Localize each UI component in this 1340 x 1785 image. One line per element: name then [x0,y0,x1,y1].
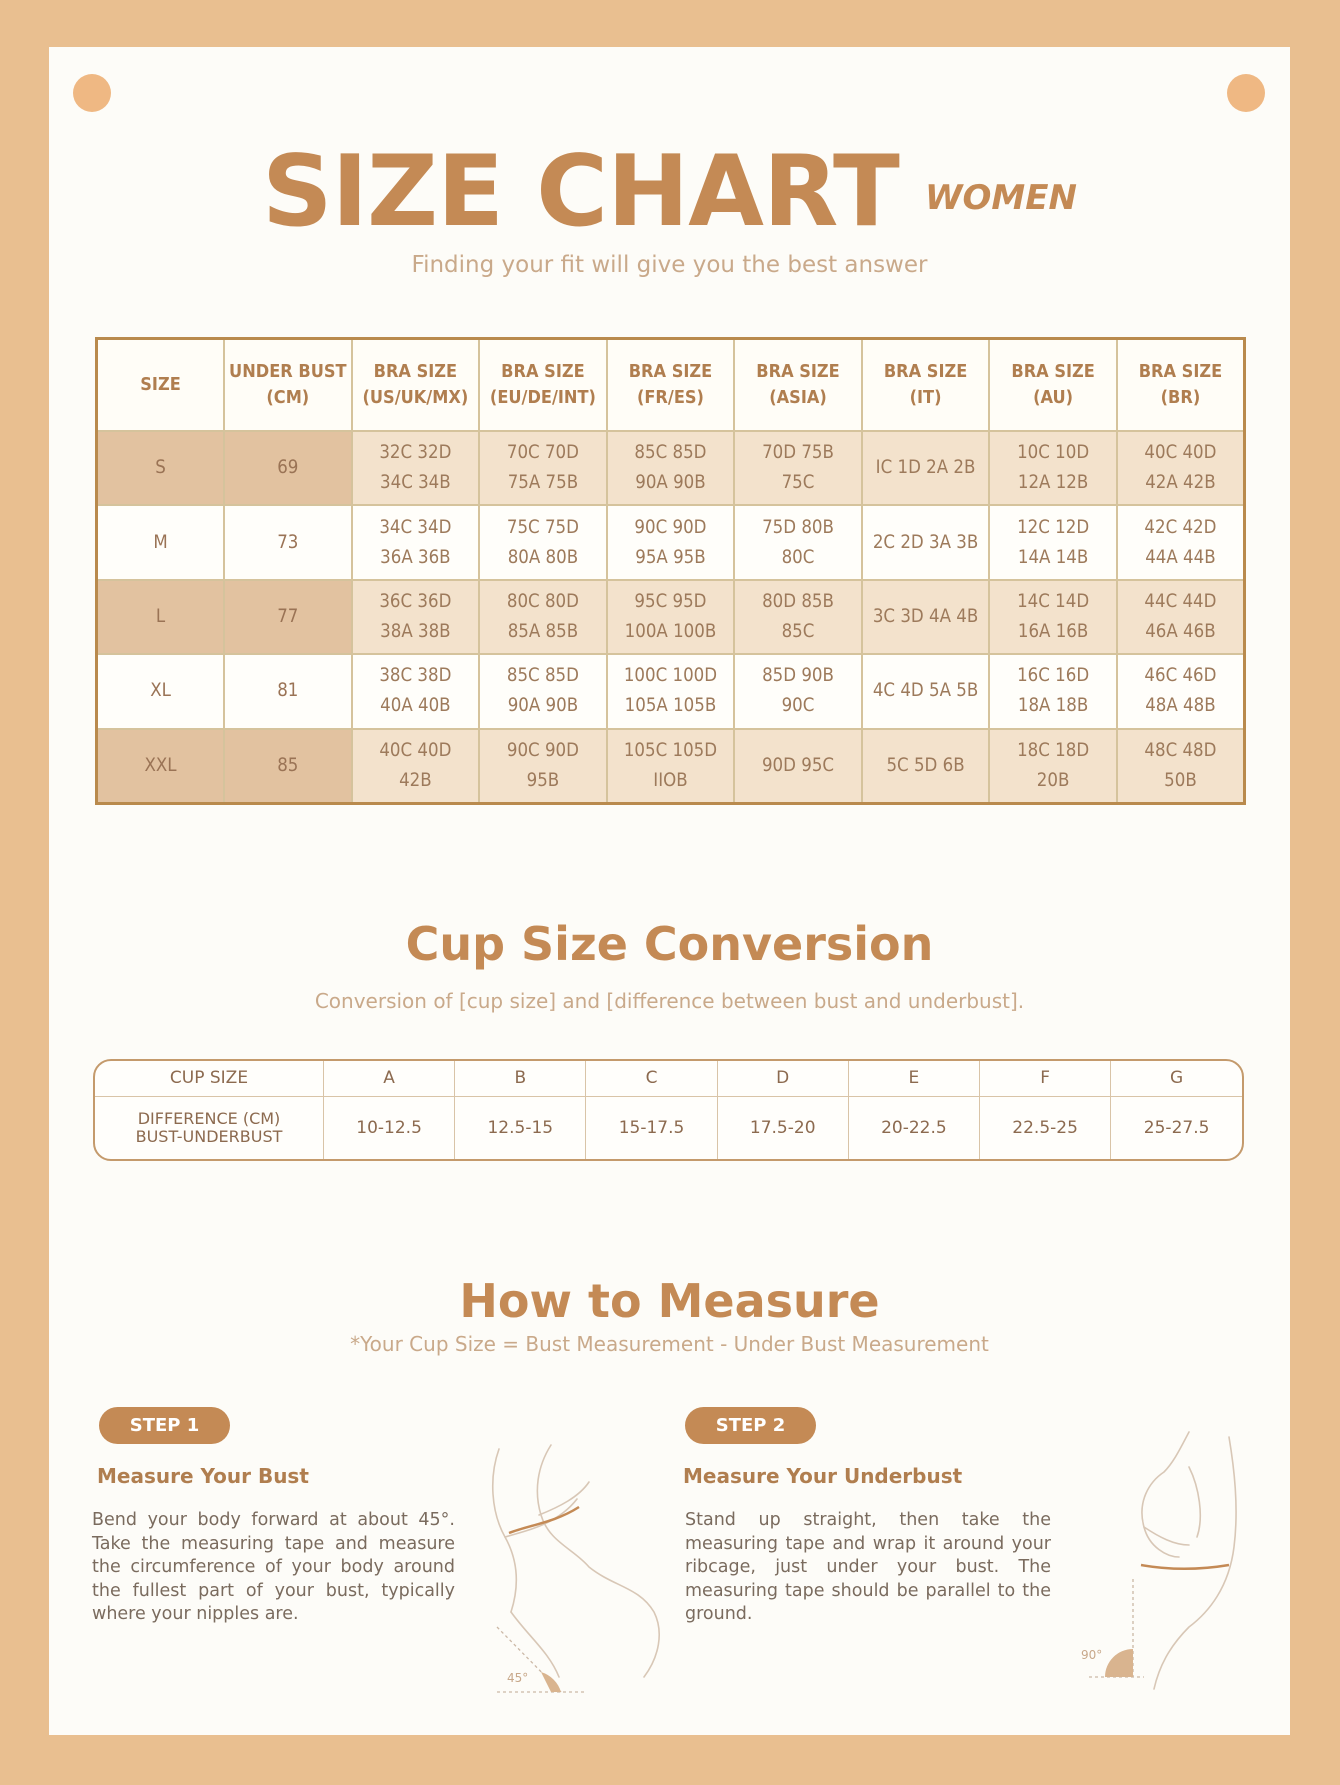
cell-line: 105C 105D [623,739,718,761]
cell-line: 90D 95C [761,754,835,776]
cell-line: 16C 16D [1017,665,1090,687]
corner-dot-left [73,74,111,112]
cell-line: 42C 42D [1144,516,1217,538]
cell-line: 77 [277,605,299,627]
size-table-cell [1117,654,1245,728]
cell-line: 69 [277,457,299,479]
cell-line: 12C 12D [1017,516,1090,538]
size-cell [97,580,225,654]
cell-line: 105A 105B [624,695,717,717]
size-table-cell [607,729,735,804]
size-table-cell [607,505,735,579]
step-1-text: Bend your body forward at about 45°. Take the measuring tape and measure the circumference of your body around the fullest part of your bust, typically where your nipples are. [92,1510,455,1624]
cell-line: 90C 90D [634,516,707,538]
cell-line: S [155,457,166,479]
size-table-cell [224,654,352,728]
size-table-cell [989,505,1117,579]
cell-line: 90C 90D [506,739,579,761]
cell-line: 70C 70D [506,442,579,464]
cell-line: IIOB [653,769,688,791]
cell-line: 36C 36D [379,590,452,612]
size-table [95,337,1246,805]
cup-section-subtitle: Conversion of [cup size] and [difference between bust and underbust]. [314,989,1025,1013]
underbust-measure-illustration [1069,1427,1254,1692]
size-table-cell [989,654,1117,728]
step-2-heading: Measure Your Underbust [683,1464,963,1488]
cell-line: 36A 36B [380,546,451,568]
size-table-cell [734,431,862,505]
cup-size-cell: C [586,1061,717,1096]
cell-line: 42B [399,769,432,791]
cup-size-label: CUP SIZE [169,1068,249,1089]
cell-line: 16A 16B [1017,620,1089,642]
size-table-cell [1117,505,1245,579]
size-table-body [97,431,1245,804]
cell-line: XL [150,680,171,702]
size-cell [97,505,225,579]
cell-line: 32C 32D [379,442,452,464]
cell-line: 85C 85D [506,665,579,687]
cup-section-title: Cup Size Conversion [405,917,934,971]
size-table-cell [479,431,607,505]
cell-line: 100C 100D [623,665,718,687]
cell-line: 95B [526,769,560,791]
size-table-cell [607,580,735,654]
cell-line: 46C 46D [1144,665,1217,687]
size-table-cell [479,505,607,579]
cell-line: 80C 80D [506,590,579,612]
cup-size-cell: D [717,1061,848,1096]
size-table-row [97,505,1245,579]
corner-dot-right [1227,74,1265,112]
header-line: (EU/DE/INT) [489,387,596,408]
size-table-header-3 [479,339,607,432]
difference-cell: 15-17.5 [586,1096,717,1159]
difference-cell: 10-12.5 [324,1096,455,1159]
cell-line: 48C 48D [1144,739,1217,761]
size-table-cell [224,580,352,654]
difference-cell: 25-27.5 [1111,1096,1242,1159]
header-line: (AU) [1033,387,1074,408]
cell-line: 95C 95D [634,590,707,612]
size-chart-page [49,47,1290,1735]
cell-line: 14C 14D [1017,590,1090,612]
cell-line: 75A 75B [507,472,579,494]
page-title: SIZE CHART [262,135,899,249]
cell-line: 73 [277,531,299,553]
header-line: SIZE [140,374,181,395]
measure-section-title: How to Measure [459,1274,880,1328]
cell-line: 90A 90B [507,695,579,717]
page-subtitle: Finding your fit will give you the best answer [411,252,928,278]
cup-table-frame [93,1059,1244,1161]
size-table-cell [862,654,990,728]
size-table-row [97,654,1245,728]
cell-line: 85 [277,754,299,776]
difference-label-line2: BUST-UNDERBUST [135,1126,283,1146]
cell-line: 85A 85B [507,620,579,642]
size-table-cell [224,505,352,579]
cell-line: 46A 46B [1145,620,1216,642]
cup-size-cell: B [455,1061,586,1096]
cell-line: 100A 100B [624,620,717,642]
size-table-cell [989,431,1117,505]
header-line: BRA SIZE [1138,361,1223,382]
size-table-cell [862,729,990,804]
cell-line: 90A 90B [635,472,706,494]
underbust-angle-label: 90° [1081,1648,1103,1662]
size-table-cell [224,431,352,505]
size-table-row [97,580,1245,654]
size-table-cell [1117,729,1245,804]
cell-line: 40A 40B [380,695,451,717]
cup-table [95,1061,1242,1159]
cell-line: 10C 10D [1017,442,1090,464]
cell-line: 5C 5D 6B [886,754,965,776]
size-table-header-5 [734,339,862,432]
size-table-header-2 [352,339,480,432]
size-table-cell [352,505,480,579]
header-line: UNDER BUST [229,361,347,382]
size-cell [97,431,225,505]
size-table-header-0 [97,339,225,432]
header-line: (FR/ES) [636,387,704,408]
cell-line: 90C [781,695,815,717]
cell-line: 81 [277,680,299,702]
step-2-text: Stand up straight, then take the measuring tape and wrap it around your ribcage, just under your bust. The measuring tape should be parallel to the ground. [685,1510,1051,1624]
cell-line: L [155,605,166,627]
size-table-row [97,729,1245,804]
cell-line: 50B [1164,769,1197,791]
cell-line: 44C 44D [1144,590,1217,612]
difference-label [95,1096,324,1159]
size-table-header-6 [862,339,990,432]
title-tag: WOMEN [925,178,1077,218]
cup-size-row [95,1061,1242,1096]
header-line: (BR) [1160,387,1201,408]
size-table-cell [734,505,862,579]
size-table-cell [734,729,862,804]
size-table-header-row [97,339,1245,432]
size-table-cell [862,505,990,579]
cell-line: 85D 90B [762,665,834,687]
size-table-cell [989,580,1117,654]
cell-line: M [153,531,168,553]
cell-line: 42A 42B [1145,472,1216,494]
size-table-header-8 [1117,339,1245,432]
size-table-header-7 [989,339,1117,432]
header-line: BRA SIZE [883,361,968,382]
cup-size-cell: A [324,1061,455,1096]
header-line: (IT) [909,387,942,408]
size-table-cell [862,431,990,505]
size-table-cell [734,654,862,728]
header-line: BRA SIZE [756,361,840,382]
cell-line: 85C 85D [634,442,707,464]
cell-line: 14A 14B [1017,546,1089,568]
difference-cell: 12.5-15 [455,1096,586,1159]
cell-line: 2C 2D 3A 3B [872,531,979,553]
size-table-cell [734,580,862,654]
size-table-cell [224,729,352,804]
size-table-cell [607,654,735,728]
size-table-cell [479,654,607,728]
cell-line: XXL [144,754,177,776]
size-table-cell [352,654,480,728]
cell-line: 38C 38D [379,665,452,687]
title-row [49,137,1290,247]
cell-line: 20B [1036,769,1070,791]
cell-line: 12A 12B [1017,472,1089,494]
header-line: BRA SIZE [1011,361,1095,382]
size-table-cell [352,431,480,505]
cell-line: 44A 44B [1145,546,1216,568]
size-table-cell [479,580,607,654]
cell-line: 18C 18D [1017,739,1090,761]
cell-line: 80A 80B [507,546,579,568]
cell-line: 85C [781,620,815,642]
step-1-pill: STEP 1 [99,1407,230,1444]
cup-size-cell: F [980,1061,1111,1096]
header-line: (CM) [266,387,310,408]
cell-line: 75C 75D [506,516,579,538]
cell-line: 18A 18B [1017,695,1089,717]
size-table-cell [479,729,607,804]
cell-line: 48A 48B [1145,695,1216,717]
difference-cell: 22.5-25 [980,1096,1111,1159]
cell-line: 38A 38B [380,620,451,642]
header-line: BRA SIZE [501,361,585,382]
header-line: BRA SIZE [628,361,713,382]
size-table-cell [1117,431,1245,505]
cell-line: 34C 34B [380,472,451,494]
size-table-header-1 [224,339,352,432]
cell-line: 34C 34D [379,516,452,538]
cup-size-cell: E [848,1061,979,1096]
cell-line: 80D 85B [762,590,834,612]
size-table-row [97,431,1245,505]
bust-measure-illustration [479,1437,694,1702]
difference-label-line1: DIFFERENCE (CM) [137,1108,281,1128]
cell-line: 40C 40D [1144,442,1217,464]
cell-line: 40C 40D [379,739,452,761]
cell-line: 70D 75B [762,442,834,464]
size-table-cell [352,729,480,804]
cell-line: 95A 95B [635,546,706,568]
header-line: (ASIA) [769,387,827,408]
cup-difference-row [95,1096,1242,1159]
difference-cell: 20-22.5 [848,1096,979,1159]
measure-section-subtitle: *Your Cup Size = Bust Measurement - Under Bust Measurement [350,1332,989,1356]
difference-cell: 17.5-20 [717,1096,848,1159]
size-table-cell [862,580,990,654]
cell-line: IC 1D 2A 2B [875,457,976,479]
size-table-cell [352,580,480,654]
cell-line: 75C [781,472,815,494]
size-table-cell [989,729,1117,804]
cell-line: 75D 80B [762,516,834,538]
cell-line: 4C 4D 5A 5B [872,680,979,702]
size-table-header-4 [607,339,735,432]
size-cell [97,654,225,728]
cell-line: 80C [781,546,815,568]
step-1-heading: Measure Your Bust [97,1464,309,1488]
size-cell [97,729,225,804]
cup-size-cell: G [1111,1061,1242,1096]
size-table-cell [607,431,735,505]
cell-line: 3C 3D 4A 4B [872,605,979,627]
size-table-cell [1117,580,1245,654]
header-line: BRA SIZE [373,361,458,382]
header-line: (US/UK/MX) [362,387,469,408]
bust-angle-label: 45° [507,1671,529,1685]
step-2-pill: STEP 2 [685,1407,816,1444]
